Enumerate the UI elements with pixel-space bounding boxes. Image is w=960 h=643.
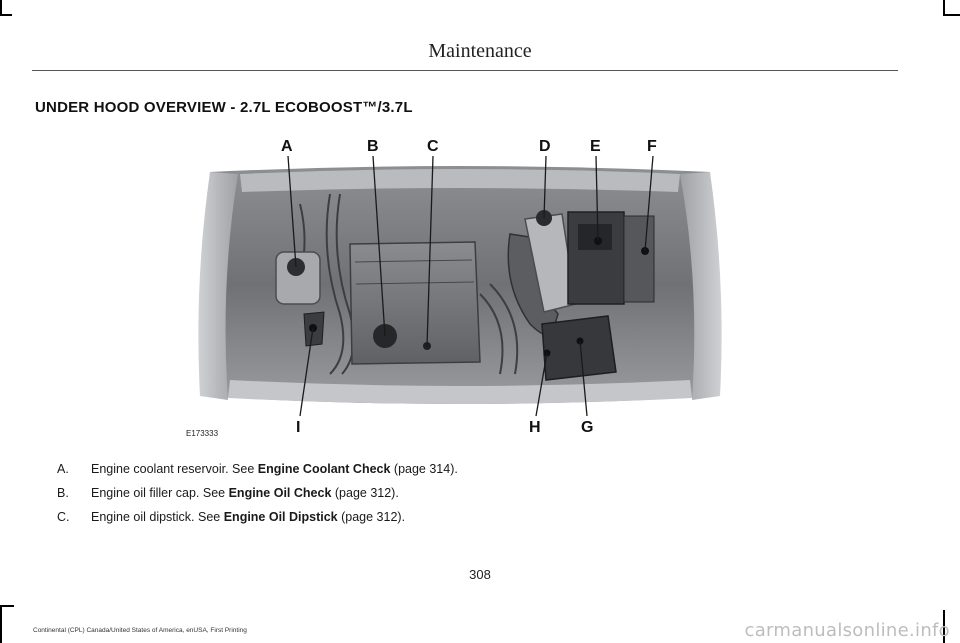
callout-i: I [296,419,301,436]
under-hood-figure [180,134,740,439]
callout-a: A [281,138,293,155]
item-letter: A. [57,462,69,476]
crop-mark-top-right-h [943,14,960,16]
item-text [91,485,399,501]
engine-cover [350,242,480,364]
callout-f: F [647,138,657,155]
list-item [57,461,857,485]
item-description: Engine oil filler cap. See [91,486,229,500]
item-letter: B. [57,486,69,500]
item-text [91,509,405,525]
item-page-ref: (page 312). [337,510,406,524]
item-cross-reference[interactable]: Engine Oil Dipstick [223,510,338,524]
coolant-reservoir [276,252,320,304]
watermark: carmanualsonline.info [744,620,950,641]
callout-e: E [590,138,601,155]
callout-d: D [539,138,551,155]
item-cross-reference[interactable]: Engine Oil Check [228,486,332,500]
figure-id: E173333 [186,429,219,438]
page-number: 308 [469,567,491,582]
crop-mark-bottom-left-v [0,605,2,643]
crop-mark-bottom-left-h [0,605,14,607]
callout-list [57,461,857,533]
callout-g: G [581,419,594,436]
callout-b: B [367,138,379,155]
header-rule [32,70,898,71]
item-page-ref: (page 314). [390,462,458,476]
page-header-title: Maintenance [428,40,532,62]
list-item [57,485,857,509]
power-distribution-box [542,316,616,380]
callout-c: C [427,138,439,155]
engine-bay-illustration [180,134,740,439]
item-letter: C. [57,510,70,524]
callout-h: H [529,419,541,436]
item-text [91,461,458,477]
footer-text: Continental (CPL) Canada/United States of America, enUSA, First Printing [33,627,247,634]
item-cross-reference[interactable]: Engine Coolant Check [257,462,391,476]
item-description: Engine oil dipstick. See [91,510,224,524]
section-heading: UNDER HOOD OVERVIEW - 2.7L ECOBOOST™/3.7L [35,99,413,116]
crop-mark-top-left-h [0,14,12,16]
list-item [57,509,857,533]
item-page-ref: (page 312). [331,486,399,500]
battery-fuse-box [568,212,654,304]
item-description: Engine coolant reservoir. See [91,462,258,476]
